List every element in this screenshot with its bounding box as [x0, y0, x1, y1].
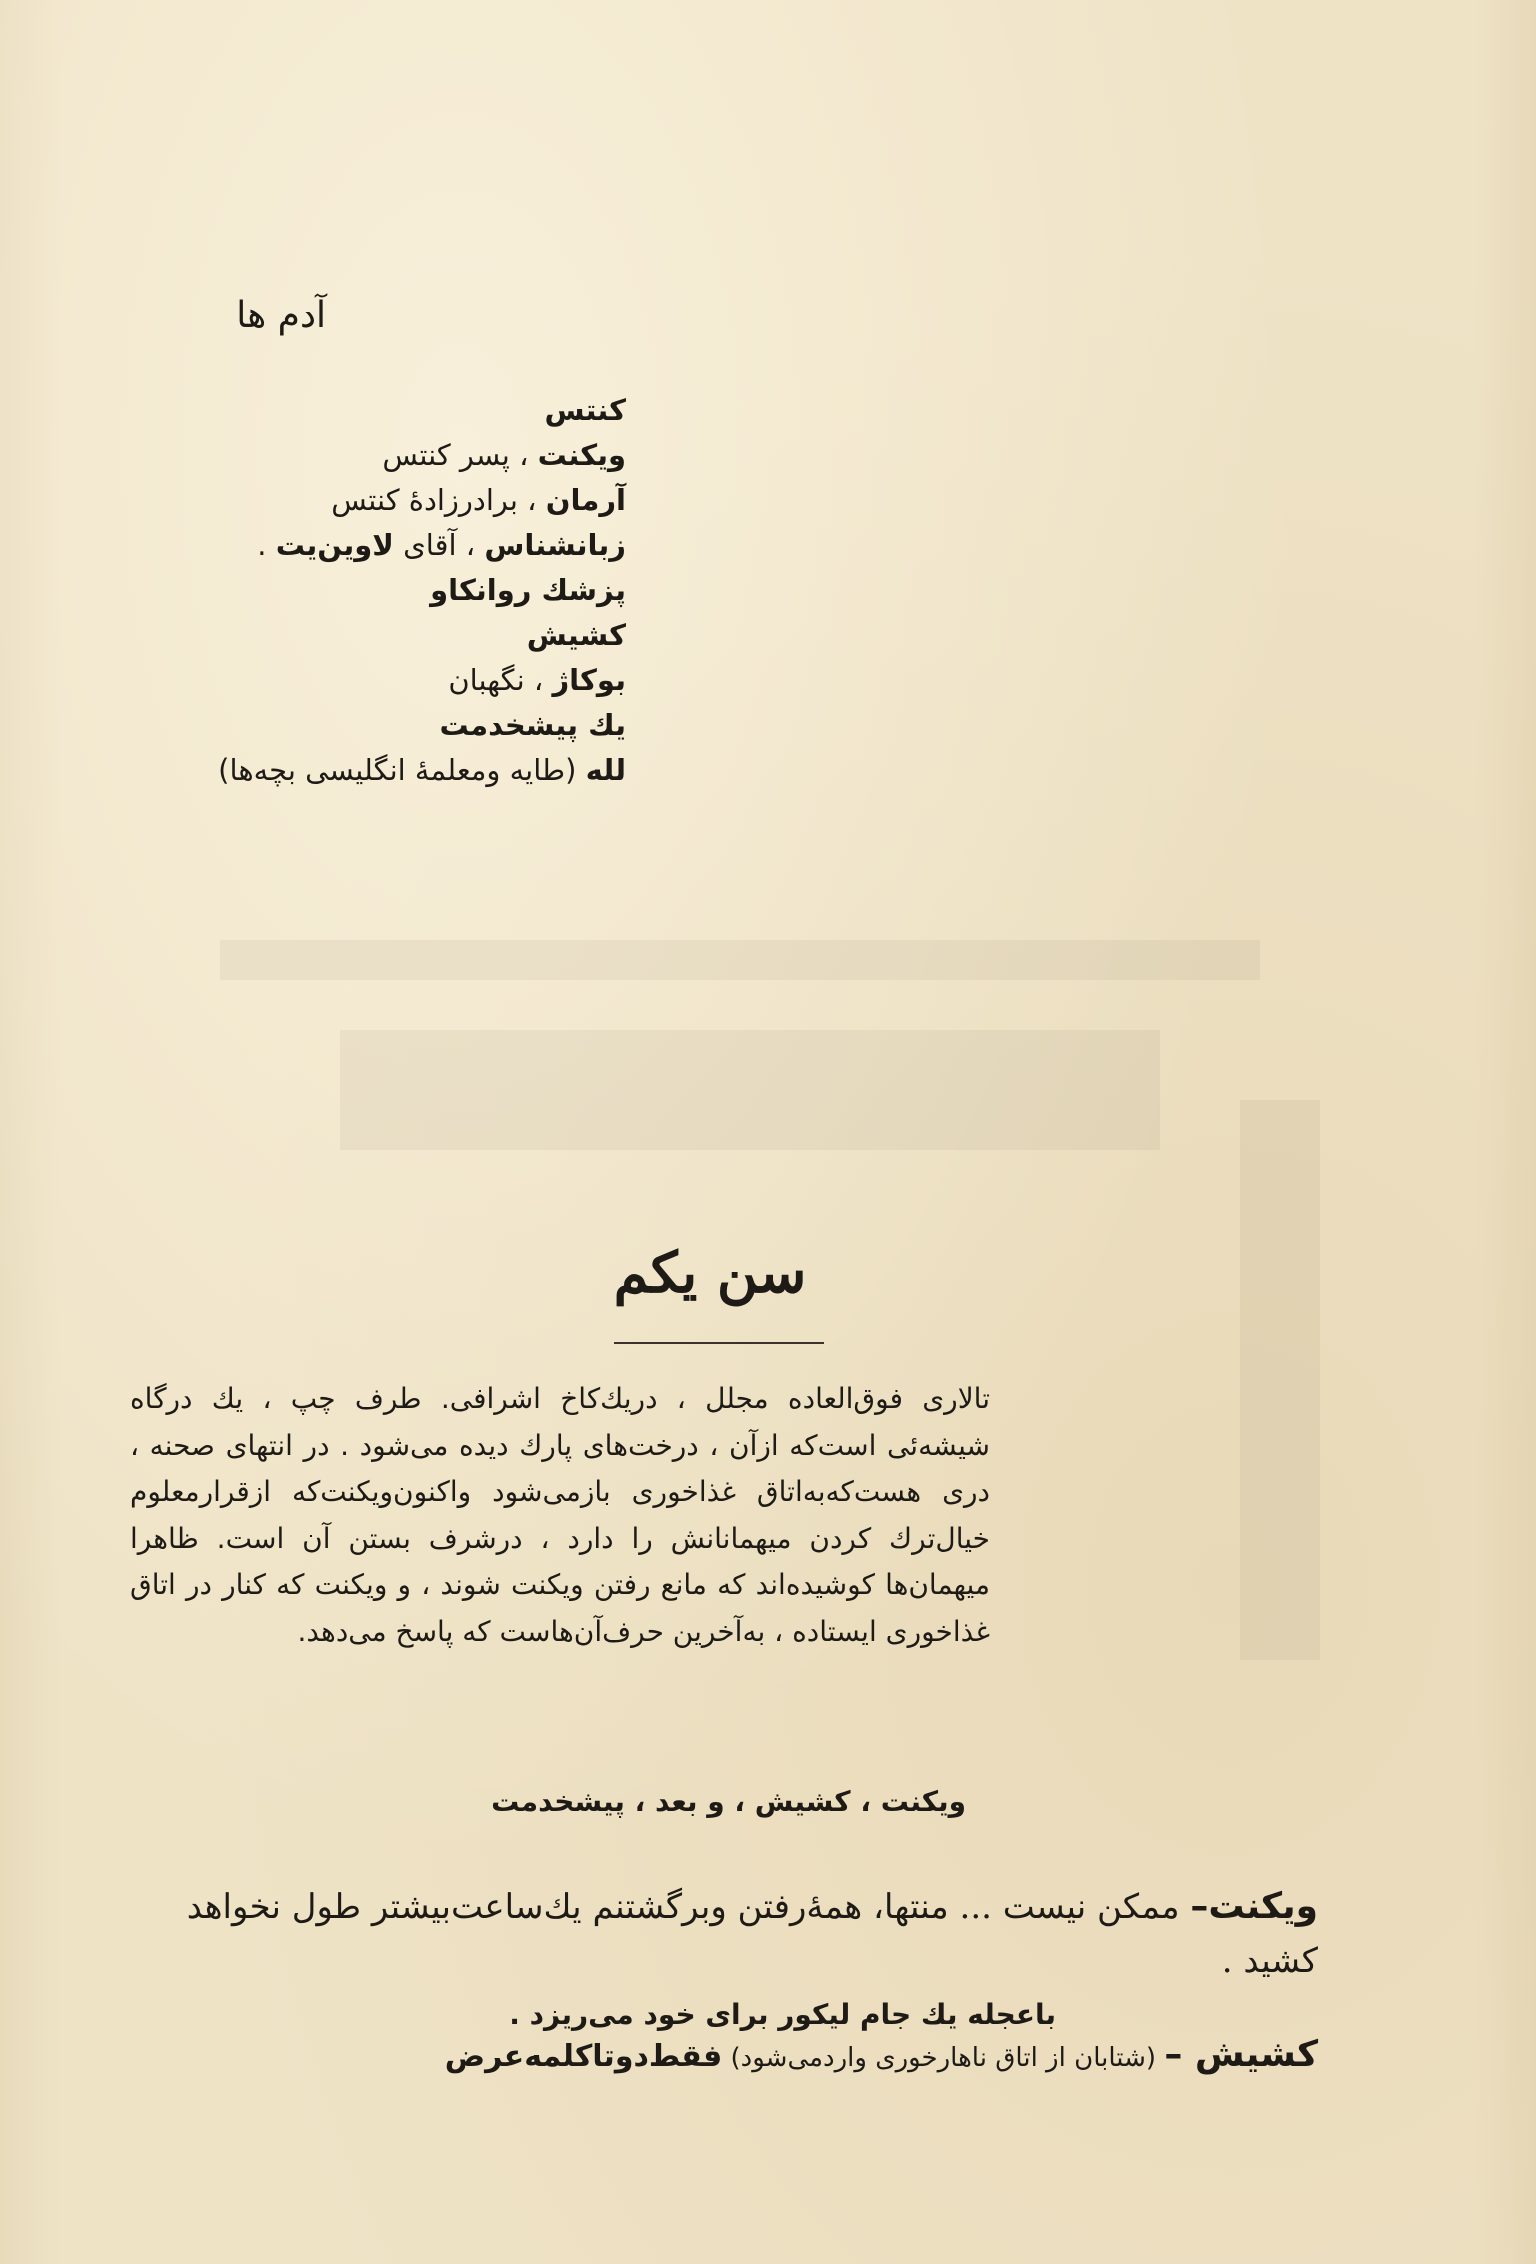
- cast-item-viscount: [66, 433, 626, 478]
- speaker-name: ویکنت–: [1190, 1886, 1318, 1927]
- cast-item-armand: [66, 478, 626, 523]
- cast-item-guard: [66, 658, 626, 703]
- cast-role-tail: .: [257, 528, 276, 562]
- dialogue-line-viscount: [138, 1880, 1318, 1988]
- cast-name: ویکنت: [537, 438, 626, 472]
- cast-role: (طایه ومعلمهٔ انگلیسی بچه‌ها): [218, 753, 577, 787]
- cast-item-nanny: [66, 748, 626, 793]
- cast-item-countess: [66, 388, 626, 433]
- cast-name: بوکاژ: [552, 663, 626, 697]
- characters-on-stage: ویکنت ، کشیش ، و بعد ، پیشخدمت: [491, 1785, 966, 1818]
- cast-role: ، نگهبان: [448, 663, 544, 697]
- cast-item-linguist: [66, 523, 626, 568]
- cast-name: پزشك روانكاو: [430, 573, 626, 607]
- cast-heading: آدم ها: [236, 295, 326, 336]
- cast-name: یك پیشخدمت: [439, 708, 626, 742]
- cast-name: لله: [585, 753, 626, 787]
- cast-item-psychoanalyst: [66, 568, 626, 613]
- speaker-name: کشیش –: [1164, 2034, 1318, 2075]
- cast-name: کنتس: [544, 393, 626, 427]
- cast-item-priest: [66, 613, 626, 658]
- stage-note: باعجله یك جام لیکور برای خود می‌ریزد .: [509, 1998, 1056, 2031]
- speech-text: ممکن نیست ... منتها، همهٔ‌رفتن وبرگشتنم یك‌ساعت‌بیشتر طول نخواهد کشید .: [186, 1887, 1318, 1981]
- cast-role: ، آقای: [403, 528, 476, 562]
- cast-name: آرمان: [545, 483, 626, 517]
- cast-role: ، پسر کنتس: [382, 438, 529, 472]
- dialogue-line-priest: [138, 2030, 1318, 2083]
- cast-item-servant: [66, 703, 626, 748]
- scene-title: سن یکم: [613, 1240, 807, 1306]
- parenthetical-direction: (شتابان از اتاق ناهارخوری واردمی‌شود): [722, 2043, 1165, 2073]
- cast-role: ، برادرزادهٔ کنتس: [331, 483, 537, 517]
- speech-text: فقط‌دوتاکلمه‌عرض: [444, 2039, 723, 2074]
- cast-name: کشیش: [526, 618, 626, 652]
- stage-direction-paragraph: تالاری فوق‌العاده مجلل ، دریك‌كاخ اشرافی. طرف چپ ، یك درگاه شیشه‌ئی است‌که ازآن ، درخت‌های پارك دیده می‌شود . در انتهای صحنه ، دری هست‌که‌به‌اتاق غذاخوری بازمی‌شود واکنون‌ویکنت‌که ازقرارمعلوم خیال‌ترك کردن میهمانانش را دارد ، درشرف بستن آن است. ظاهرا میهمان‌ها کوشیده‌اند که مانع رفتن ویکنت شوند ، و ویکنت که کنار در اتاق غذاخوری ایستاده ، به‌آخرین حرف‌آن‌هاست که پاسخ می‌دهد.: [130, 1382, 990, 1648]
- cast-name: زبانشناس: [484, 528, 626, 562]
- cast-list: [66, 388, 626, 793]
- scene-title-rule: [614, 1342, 824, 1344]
- cast-name-secondary: لاوین‌یت: [275, 528, 394, 562]
- cast-list-section: [66, 295, 626, 793]
